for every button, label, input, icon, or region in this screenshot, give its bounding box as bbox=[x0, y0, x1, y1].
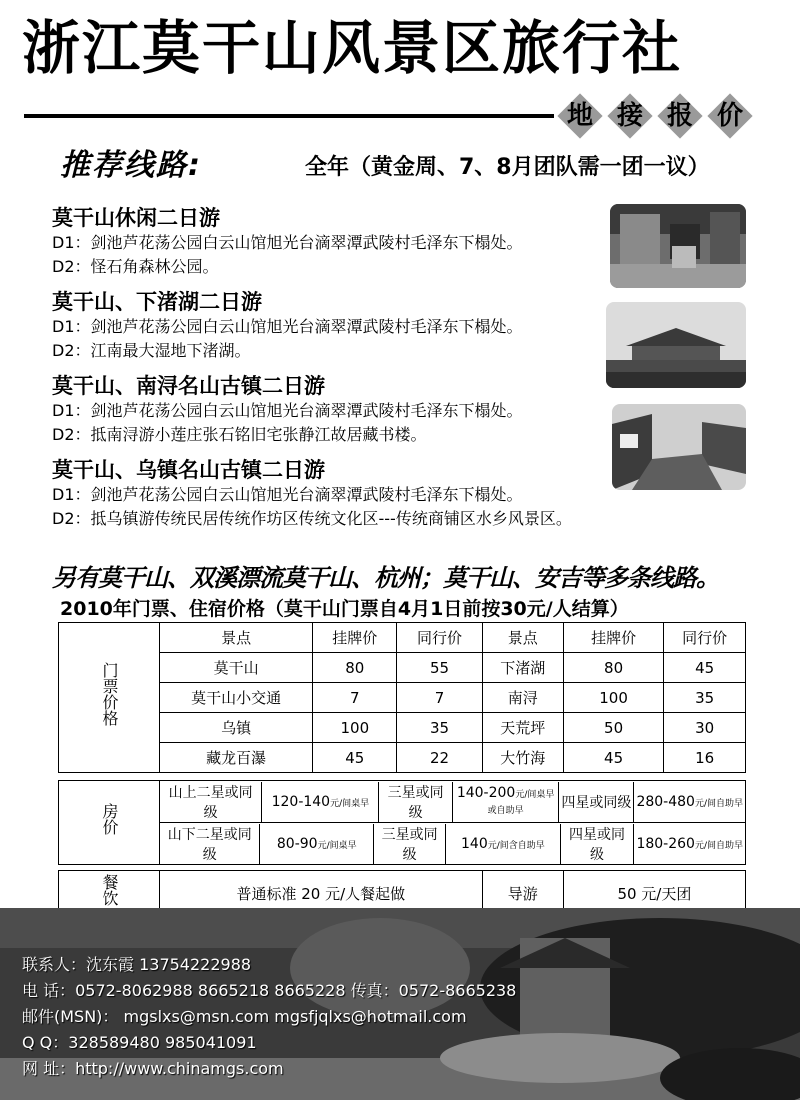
route-day1: D1：剑池芦花荡公园白云山馆旭光台滴翠潭武陵村毛泽东下榻处。 bbox=[52, 233, 523, 252]
recommended-heading: 推荐线路: bbox=[60, 148, 202, 183]
room-price: 120-140元/间桌早 bbox=[262, 782, 379, 822]
room-price: 280-480元/间自助早 bbox=[636, 793, 743, 810]
tag-diamond: 价 bbox=[706, 92, 754, 140]
room-type: 山下二星或同级 bbox=[160, 824, 260, 864]
village-photo bbox=[610, 204, 746, 288]
contact-phone: 电 话：0572-8062988 8665218 8665228 传真：0572-8665238 bbox=[22, 981, 517, 1000]
table-cell: 30 bbox=[664, 713, 746, 743]
route-title: 莫干山、下渚湖二日游 bbox=[52, 290, 262, 314]
contact-person: 联系人：沈东霞 13754222988 bbox=[22, 955, 252, 974]
room-type: 四星或同级 bbox=[559, 782, 634, 822]
table-row bbox=[59, 743, 746, 773]
room-row-inner bbox=[160, 782, 745, 822]
table-row bbox=[59, 653, 746, 683]
year-note: 全年（黄金周、7、8月团队需一团一议） bbox=[305, 155, 710, 180]
table-header: 挂牌价 bbox=[563, 623, 664, 653]
table-spacer bbox=[59, 773, 746, 781]
route-day1: D1：剑池芦花荡公园白云山馆旭光台滴翠潭武陵村毛泽东下榻处。 bbox=[52, 317, 523, 336]
table-cell: 100 bbox=[313, 713, 397, 743]
table-cell: 莫干山 bbox=[160, 653, 313, 683]
table-row bbox=[59, 683, 746, 713]
room-type: 四星或同级 bbox=[560, 824, 634, 864]
table-cell: 藏龙百瀑 bbox=[160, 743, 313, 773]
quote-tag bbox=[556, 86, 800, 146]
table-cell: 35 bbox=[397, 713, 482, 743]
tag-diamond: 接 bbox=[606, 92, 654, 140]
table-header: 同行价 bbox=[664, 623, 746, 653]
water-town-photo bbox=[612, 404, 746, 490]
tag-diamond: 报 bbox=[656, 92, 704, 140]
route-item bbox=[52, 205, 523, 279]
contact-footer bbox=[0, 908, 800, 1100]
ticket-header-row bbox=[59, 623, 746, 653]
table-cell: 55 bbox=[397, 653, 482, 683]
table-header: 景点 bbox=[482, 623, 563, 653]
table-cell: 50 bbox=[563, 713, 664, 743]
contact-website: 网 址：http://www.chinamgs.com bbox=[22, 1059, 284, 1078]
table-header: 景点 bbox=[160, 623, 313, 653]
more-routes-banner: 另有莫干山、双溪漂流莫干山、杭州；莫干山、安吉等多条线路。 bbox=[52, 564, 719, 592]
page-title: 浙江莫干山风景区旅行社 bbox=[22, 14, 683, 82]
room-price: 140-200元/间桌早 或自助早 bbox=[452, 782, 558, 822]
table-cell: 45 bbox=[563, 743, 664, 773]
room-row bbox=[59, 823, 746, 865]
room-side-label: 房价 bbox=[59, 781, 160, 865]
table-cell: 45 bbox=[664, 653, 746, 683]
table-cell: 80 bbox=[563, 653, 664, 683]
table-cell: 35 bbox=[664, 683, 746, 713]
table-cell: 大竹海 bbox=[482, 743, 563, 773]
route-item bbox=[52, 457, 572, 531]
route-day2: D2：抵乌镇游传统民居传统作坊区传统文化区---传统商铺区水乡风景区。 bbox=[52, 509, 572, 528]
table-cell: 80 bbox=[313, 653, 397, 683]
room-type: 山上二星或同级 bbox=[160, 782, 262, 822]
table-cell: 南浔 bbox=[482, 683, 563, 713]
room-type: 三星或同级 bbox=[374, 824, 446, 864]
guide-price: 50 元/天团 bbox=[563, 871, 745, 917]
meal-side-label: 餐饮 bbox=[59, 871, 160, 917]
room-row-inner bbox=[160, 824, 745, 864]
tag-diamond: 地 bbox=[556, 92, 604, 140]
room-price: 80-90元/间桌早 bbox=[260, 824, 374, 864]
table-cell: 乌镇 bbox=[160, 713, 313, 743]
table-cell: 16 bbox=[664, 743, 746, 773]
table-cell: 莫干山小交通 bbox=[160, 683, 313, 713]
table-cell: 100 bbox=[563, 683, 664, 713]
table-cell: 天荒坪 bbox=[482, 713, 563, 743]
route-day2: D2：江南最大湿地下渚湖。 bbox=[52, 341, 251, 360]
route-item bbox=[52, 373, 523, 447]
table-cell: 45 bbox=[313, 743, 397, 773]
table-row bbox=[59, 713, 746, 743]
meal-standard: 普通标准 20 元/人餐起做 bbox=[160, 871, 483, 917]
room-price: 140元/间含自助早 bbox=[446, 824, 560, 864]
guide-label: 导游 bbox=[482, 871, 563, 917]
route-day1: D1：剑池芦花荡公园白云山馆旭光台滴翠潭武陵村毛泽东下榻处。 bbox=[52, 401, 523, 420]
route-title: 莫干山、南浔名山古镇二日游 bbox=[52, 374, 325, 398]
table-cell: 7 bbox=[313, 683, 397, 713]
room-price: 180-260元/间自助早 bbox=[636, 835, 743, 852]
ticket-side-label: 门票价格 bbox=[59, 623, 160, 773]
table-header: 同行价 bbox=[397, 623, 482, 653]
pavilion-photo bbox=[606, 302, 746, 388]
route-day2: D2：抵南浔游小莲庄张石铭旧宅张静江故居藏书楼。 bbox=[52, 425, 427, 444]
route-title: 莫干山、乌镇名山古镇二日游 bbox=[52, 458, 325, 482]
route-title: 莫干山休闲二日游 bbox=[52, 206, 220, 230]
table-cell: 7 bbox=[397, 683, 482, 713]
room-type: 三星或同级 bbox=[379, 782, 452, 822]
route-day1: D1：剑池芦花荡公园白云山馆旭光台滴翠潭武陵村毛泽东下榻处。 bbox=[52, 485, 523, 504]
price-table bbox=[58, 622, 746, 917]
table-header: 挂牌价 bbox=[313, 623, 397, 653]
table-cell: 22 bbox=[397, 743, 482, 773]
contact-qq: Q Q：328589480 985041091 bbox=[22, 1033, 257, 1052]
header-divider bbox=[24, 114, 554, 118]
price-heading: 2010年门票、住宿价格（莫干山门票自4月1日前按30元/人结算） bbox=[60, 598, 629, 620]
route-item bbox=[52, 289, 523, 363]
route-day2: D2：怪石角森林公园。 bbox=[52, 257, 219, 276]
room-row bbox=[59, 781, 746, 823]
table-cell: 下渚湖 bbox=[482, 653, 563, 683]
contact-email: 邮件(MSN)： mgslxs@msn.com mgsfjqlxs@hotmail.com bbox=[22, 1007, 467, 1026]
